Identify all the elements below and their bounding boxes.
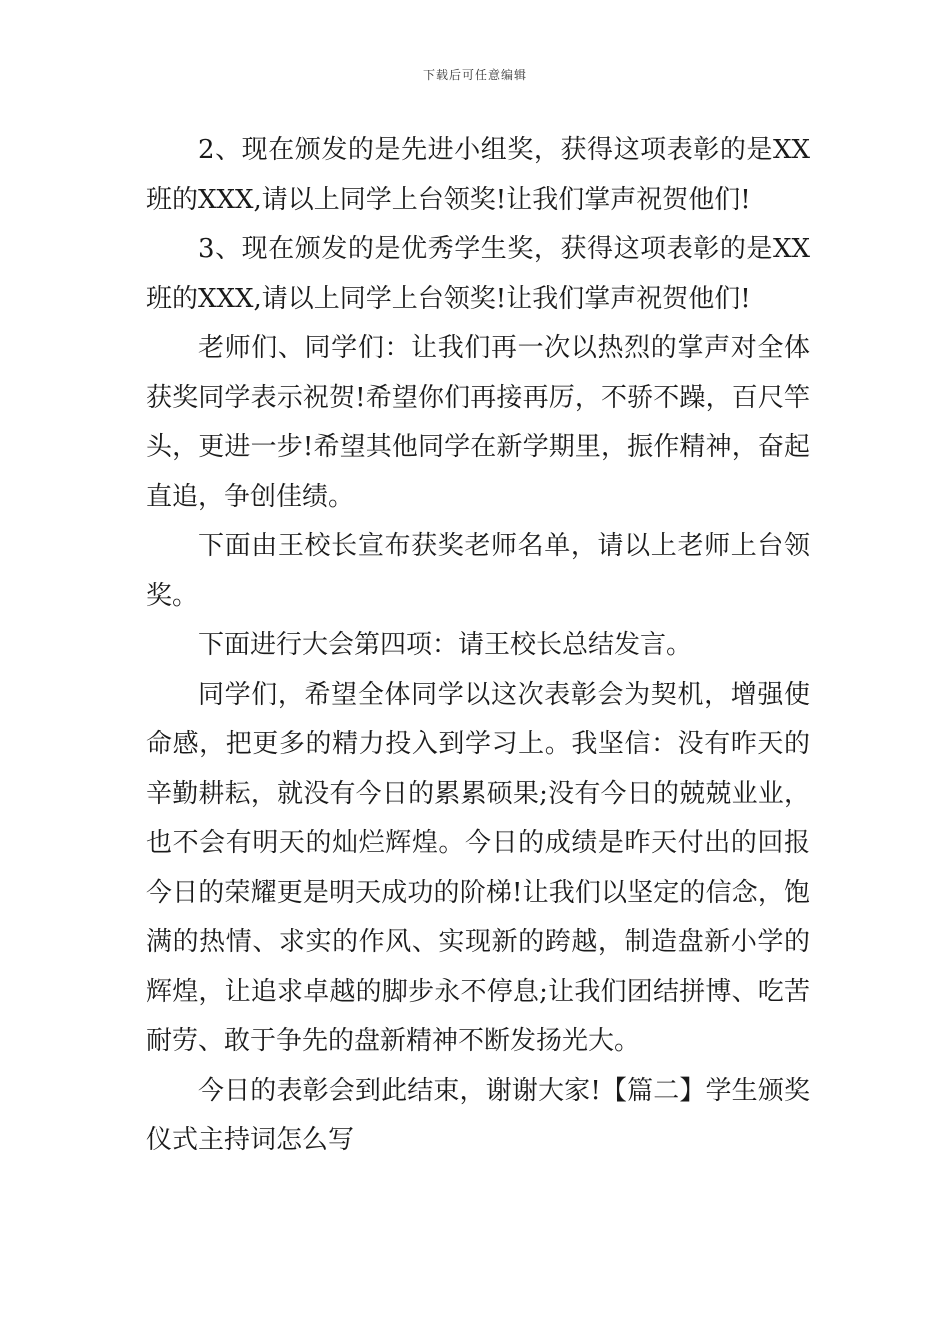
document-body (146, 126, 810, 1166)
paragraph-closing: 今日的表彰会到此结束，谢谢大家!【篇二】学生颁奖仪式主持词怎么写 (146, 1075, 810, 1155)
paragraph-principal-speech: 同学们，希望全体同学以这次表彰会为契机，增强使命感，把更多的精力投入到学习上。我坚信：没有昨天的辛勤耕耘，就没有今日的累累硕果;没有今日的兢兢业业，也不会有明天的灿烂辉煌。今日的成绩是昨天付出的回报今日的荣耀更是明天成功的阶梯!让我们以坚定的信念，饱满的热情、求实的作风、实现新的跨越，制造盘新小学的辉煌，让追求卓越的脚步永不停息;让我们团结拼博、吃苦耐劳、敢于争先的盘新精神不断发扬光大。 (146, 679, 810, 1056)
paragraph-congratulations: 老师们、同学们：让我们再一次以热烈的掌声对全体获奖同学表示祝贺!希望你们再接再厉，不骄不躁，百尺竿头，更进一步!希望其他同学在新学期里，振作精神，奋起直追，争创佳绩。 (146, 333, 810, 512)
paragraph-award-group: 2、现在颁发的是先进小组奖，获得这项表彰的是XX班的XXX,请以上同学上台领奖!让我们掌声祝贺他们! (146, 135, 810, 215)
page-header: 下载后可任意编辑 (422, 68, 527, 82)
paragraph-teacher-awards: 下面由王校长宣布获奖老师名单，请以上老师上台领奖。 (146, 531, 810, 611)
paragraph-fourth-item: 下面进行大会第四项：请王校长总结发言。 (198, 630, 693, 660)
paragraph-award-student: 3、现在颁发的是优秀学生奖，获得这项表彰的是XX班的XXX,请以上同学上台领奖!让我们掌声祝贺他们! (146, 234, 810, 314)
